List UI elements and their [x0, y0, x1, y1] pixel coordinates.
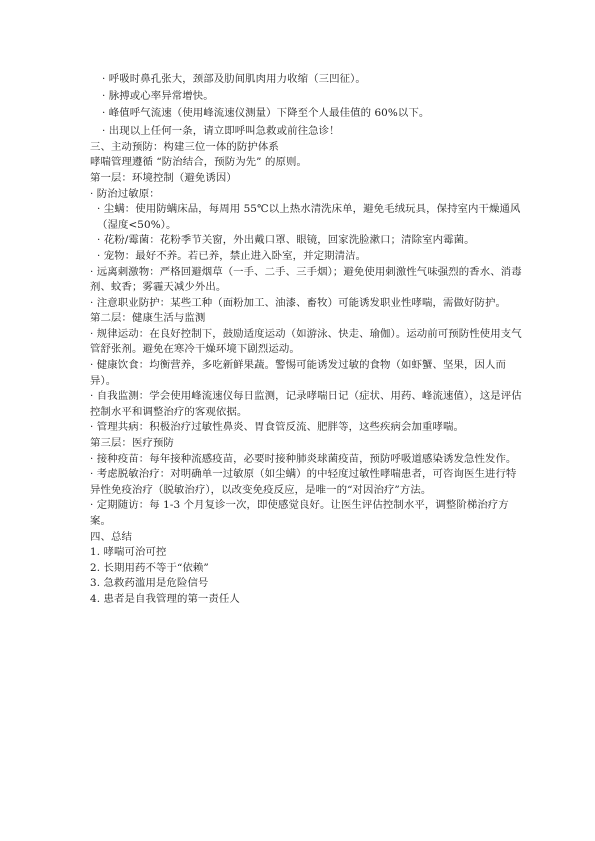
- warning-item-peak-flow: · 峰值呼气流速（使用峰流速仪测量）下降至个人最佳值的 60%以下。: [102, 107, 430, 120]
- section-3-heading: 三、主动预防：构建三位一体的防护体系: [90, 140, 279, 153]
- allergy-heading: · 防治过敏原：: [90, 187, 160, 200]
- section-3-intro: 哮喘管理遵循 “防治结合，预防为先” 的原则。: [90, 156, 307, 169]
- layer-3-item-vaccine: · 接种疫苗：每年接种流感疫苗，必要时接种肺炎球菌疫苗，预防呼吸道感染诱发急性发作。: [90, 452, 517, 465]
- allergy-item-dust-mite: · 尘螨：使用防螨床品，每周用 55℃以上热水清洗床单，避免毛绒玩具，保持室内干燥通风（湿度<50%）。: [97, 203, 521, 231]
- layer-1-item-irritants: · 远离刺激物：严格回避烟草（一手、二手、三手烟）；避免使用刺激性气味强烈的香水、消毒剂、蚊香；雾霾天减少外出。: [90, 265, 522, 294]
- layer-2-item-exercise: · 规律运动：在良好控制下，鼓励适度运动（如游泳、快走、瑜伽）。运动前可预防性使用支气管舒张剂。避免在寒冷干燥环境下剧烈运动。: [90, 327, 522, 356]
- layer-2-item-diet: · 健康饮食：均衡营养，多吃新鲜果蔬。警惕可能诱发过敏的食物（如虾蟹、坚果，因人而异）。: [90, 359, 506, 387]
- layer-3-item-followup: · 定期随访：每 1-3 个月复诊一次，即使感觉良好。让医生评估控制水平，调整阶梯治疗方案。: [90, 499, 509, 527]
- section-4-heading: 四、总结: [90, 530, 132, 543]
- layer-2-item-monitoring: · 自我监测：学会使用峰流速仪每日监测，记录哮喘日记（症状、用药、峰流速值），这是评估控制水平和调整治疗的客观依据。: [90, 390, 522, 418]
- allergy-item-pollen: · 花粉/霉菌：花粉季节关窗，外出戴口罩、眼镜，回家洗脸漱口；清除室内霉菌。: [97, 234, 475, 247]
- warning-item-breathing: · 呼吸时鼻孔张大，颈部及肋间肌肉用力收缩（三凹征）。: [102, 73, 366, 85]
- warning-item-emergency: · 出现以上任何一条，请立即呼叫急救或前往急诊！: [102, 124, 340, 137]
- layer-3-item-desensitization: · 考虑脱敏治疗：对明确单一过敏原（如尘螨）的中轻度过敏性哮喘患者，可咨询医生进行特异性免疫治疗（脱敏治疗），以改变免疫反应，是唯一的“对因治疗”方法。: [90, 468, 517, 496]
- layer-2-heading: 第二层：健康生活与监测: [90, 312, 206, 325]
- allergy-item-pets: · 宠物：最好不养。若已养，禁止进入卧室，并定期清洁。: [97, 249, 367, 262]
- layer-1-heading: 第一层：环境控制（避免诱因）: [90, 171, 237, 184]
- layer-3-heading: 第三层：医疗预防: [90, 437, 174, 450]
- summary-item-2: 2. 长期用药不等于“依赖”: [90, 561, 209, 574]
- warning-list: [90, 71, 522, 140]
- document-page: [90, 71, 522, 608]
- warning-item-pulse: · 脉搏或心率异常增快。: [102, 90, 214, 103]
- summary-item-3: 3. 急救药滥用是危险信号: [90, 577, 209, 590]
- layer-2-item-comorbidity: · 管理共病：积极治疗过敏性鼻炎、胃食管反流、肥胖等，这些疾病会加重哮喘。: [90, 421, 464, 434]
- summary-item-4: 4. 患者是自我管理的第一责任人: [90, 592, 240, 605]
- layer-1-item-occupational: · 注意职业防护：某些工种（面粉加工、油漆、畜牧）可能诱发职业性哮喘，需做好防护。: [90, 296, 506, 309]
- summary-item-1: 1. 哮喘可治可控: [90, 546, 167, 559]
